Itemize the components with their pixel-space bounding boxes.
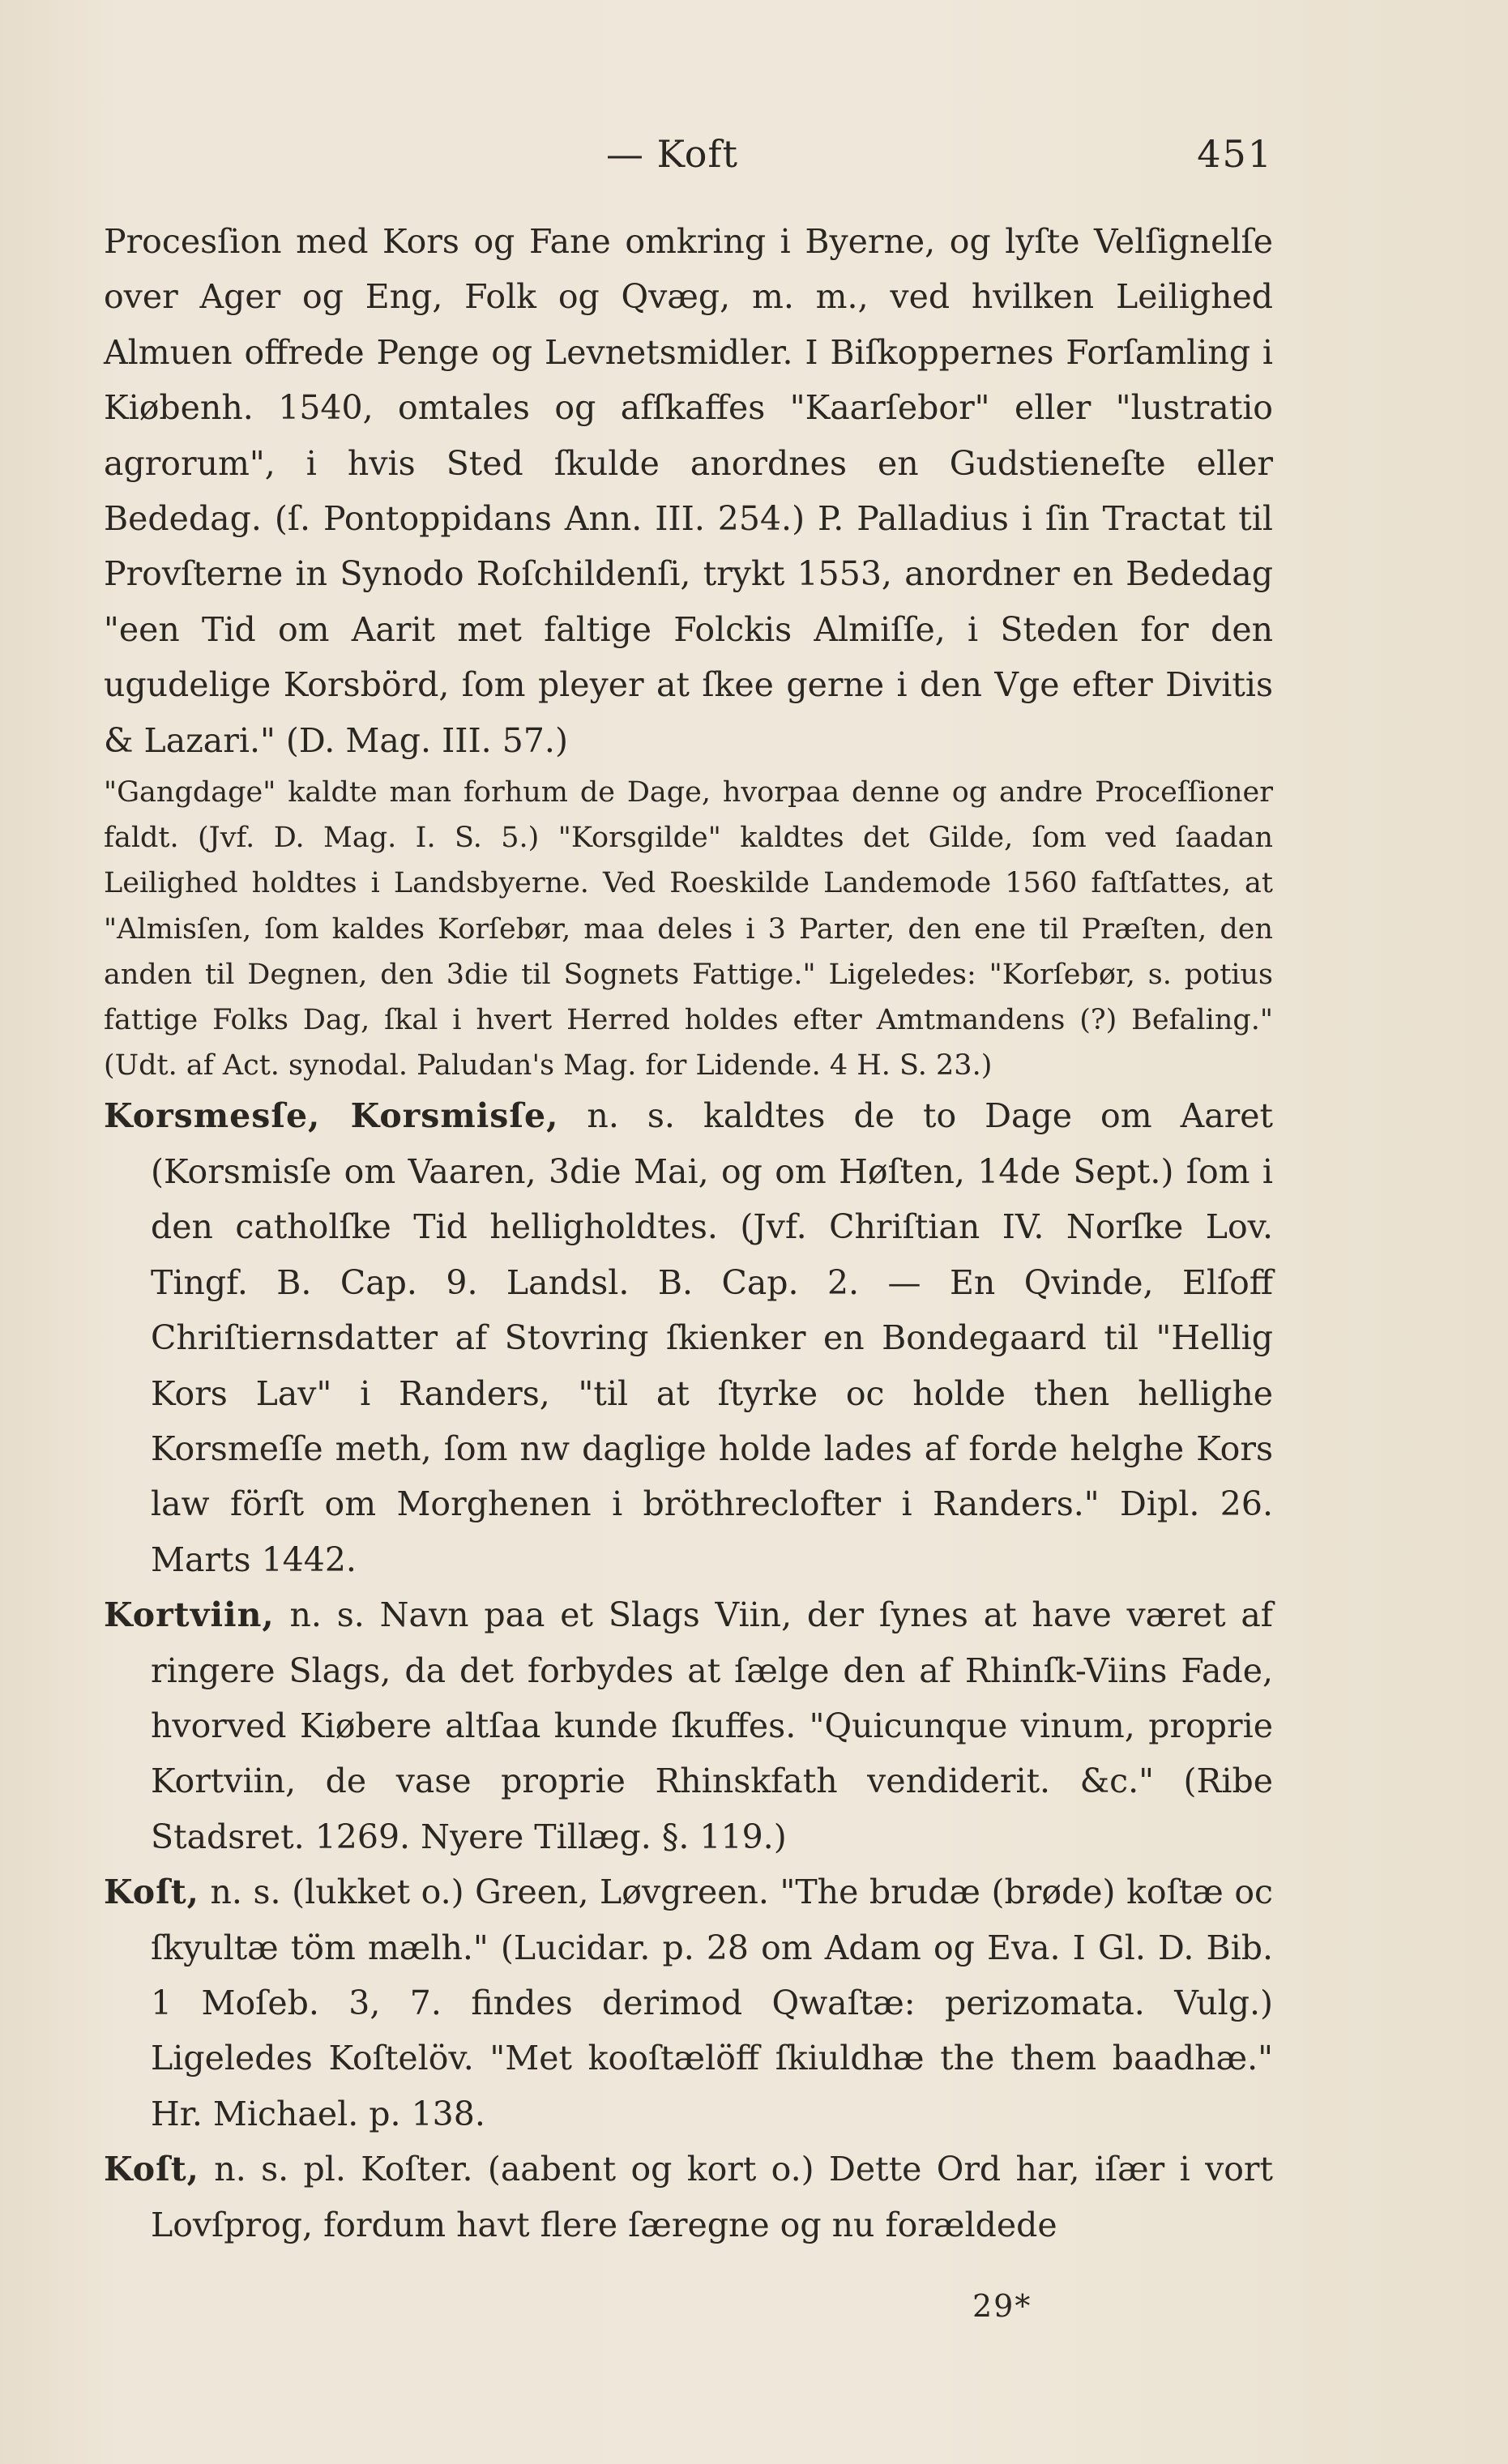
running-head: [104, 122, 1273, 186]
dictionary-entry-korsmesse: [104, 1088, 1273, 1587]
entry-headword: Koſt,: [104, 2150, 199, 2189]
continued-paragraph: Procesſion med Kors og Fane omkring i Byerne, og lyſte Velſignelſe over Ager og Eng, Folk og Qvæg, m. m., ved hvilken Leilighed Almuen offrede Penge og Levnetsmidler. I Biſkoppernes Forſamling i Kiøbenh. 1540, omtales og afſkaffes "Kaarſebor" eller "lustratio agrorum", i hvis Sted ſkulde anordnes en Gudstieneſte eller Bededag. (ſ. Pontoppidans Ann. III. 254.) P. Palladius i ſin Tractat til Provſterne in Synodo Roſchildenſi, trykt 1553, anordner en Bededag "een Tid om Aarit met faltige Folckis Almiſſe, i Steden for den ugudelige Korsbörd, ſom pleyer at ſkee gerne i den Vge efter Divitis & Lazari." (D. Mag. III. 57.): [104, 222, 1273, 760]
footnote-paragraph: "Gangdage" kaldte man forhum de Dage, hvorpaa denne og andre Proceſſioner faldt. (Jvf. D. Mag. I. S. 5.) "Korsgilde" kaldtes det Gilde, ſom ved ſaadan Leilighed holdtes i Landsbyerne. Ved Roeskilde Landemode 1560 faſtſattes, at "Almisſen, ſom kaldes Korſebør, maa deles i 3 Parter, den ene til Præſten, den anden til Degnen, den 3die til Sognets Fattige." Ligeledes: "Korſebør, s. potius fattige Folks Dag, ſkal i hvert Herred holdes efter Amtmandens (?) Befaling." (Udt. af Act. synodal. Paludan's Mag. for Lidende. 4 H. S. 23.): [104, 776, 1273, 1083]
dictionary-entry-kortviin: [104, 1587, 1273, 1864]
entry-headword: Korsmesſe, Korsmisſe,: [104, 1096, 559, 1136]
entry-headword: Kortviin,: [104, 1595, 275, 1635]
running-head-title: — Koft: [606, 132, 738, 176]
page-number: 451: [1197, 132, 1273, 176]
dictionary-entry-kost-2: [104, 2142, 1273, 2253]
page-text: [104, 214, 1273, 2253]
entry-headword: Koſt,: [104, 1873, 199, 1912]
entry-text: n. s. kaldtes de to Dage om Aaret (Korsmisſe om Vaaren, 3die Mai, og om Høſten, 14de Sept.) ſom i den catholſke Tid helligholdtes. (Jvf. Chriſtian IV. Norſke Lov. Tingf. B. Cap. 9. Landsl. B. Cap. 2. — En Qvinde, Elſoff Chriſtiernsdatter af Stovring ſkienker en Bondegaard til "Hellig Kors Lav" i Randers, "til at ſtyrke oc holde then hellighe Korsmeſſe meth, ſom nw daglige holde lades af forde helghe Kors law förſt om Morghenen i bröthreclofter i Randers." Dipl. 26. Marts 1442.: [151, 1096, 1273, 1579]
entry-text: n. s. Navn paa et Slags Viin, der ſynes at have været af ringere Slags, da det forbydes at ſælge den af Rhinſk-Viins Fade, hvorved Kiøbere altſaa kunde ſkuffes. "Quicunque vinum, proprie Kortviin, de vase proprie Rhinskfath vendiderit. &c." (Ribe Stadsret. 1269. Nyere Tillæg. §. 119.): [151, 1595, 1273, 1856]
entry-text: n. s. pl. Koſter. (aabent og kort o.) Dette Ord har, iſær i vort Lovſprog, fordum havt flere ſæregne og nu forældede: [151, 2150, 1273, 2244]
dictionary-entry-kost-1: [104, 1864, 1273, 2142]
signature-mark: 29*: [972, 2288, 1032, 2324]
entry-text: n. s. (lukket o.) Green, Løvgreen. "The brudæ (brøde) koſtæ oc ſkyultæ töm mælh." (Lucidar. p. 28 om Adam og Eva. I Gl. D. Bib. 1 Moſeb. 3, 7. findes derimod Qwaſtæ: perizomata. Vulg.) Ligeledes Koſtelöv. "Met kooſtælöff ſkiuldhæ the them baadhæ." Hr. Michael. p. 138.: [151, 1873, 1273, 2133]
